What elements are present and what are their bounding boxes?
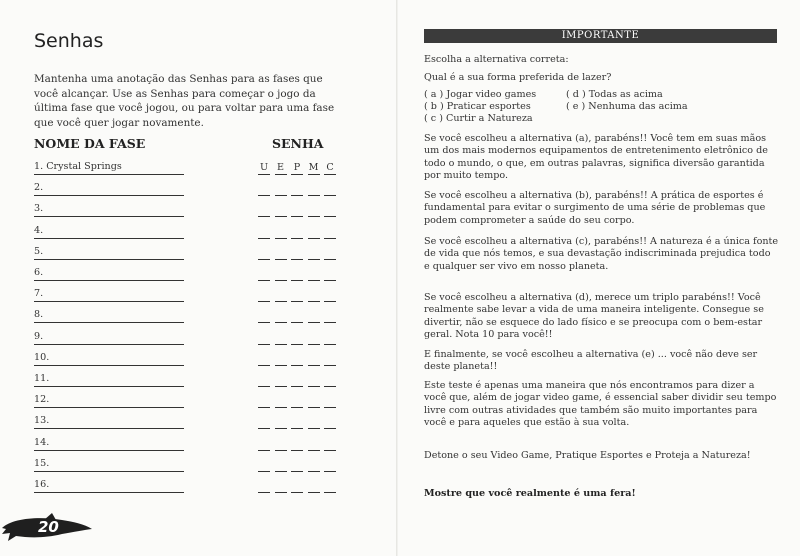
- password-char: [291, 226, 303, 239]
- stage-name-line: 12.: [34, 393, 184, 408]
- password-char: [275, 395, 287, 408]
- stage-name-line: 15.: [34, 457, 184, 472]
- answer-b-paragraph: Se você escolheu a alternativa (b), parabéns!! A prática de esportes é fundamental para evitar o surgimento de uma série de problemas que podem comprometer a saúde do seu corpo.: [424, 190, 766, 226]
- password-char: [258, 310, 270, 323]
- password-char: [324, 416, 336, 429]
- password-slots: [258, 415, 336, 429]
- password-char: C: [324, 162, 336, 175]
- stage-name-line: 7.: [34, 287, 184, 302]
- password-char: [275, 289, 287, 302]
- password-char: [308, 226, 320, 239]
- password-char: [324, 353, 336, 366]
- password-char: [308, 332, 320, 345]
- password-char: [308, 268, 320, 281]
- password-slots: [258, 394, 336, 408]
- password-char: [324, 183, 336, 196]
- password-char: [275, 268, 287, 281]
- stage-name-line: 6.: [34, 266, 184, 281]
- password-char: [324, 247, 336, 260]
- stage-name-line: 14.: [34, 436, 184, 451]
- password-char: [291, 438, 303, 451]
- password-char: [258, 459, 270, 472]
- password-char: [324, 310, 336, 323]
- password-char: [275, 416, 287, 429]
- password-char: [291, 395, 303, 408]
- stage-name-line: 3.: [34, 202, 184, 217]
- password-char: [258, 374, 270, 387]
- password-char: [291, 332, 303, 345]
- password-char: [324, 459, 336, 472]
- question-instruction: Escolha a alternativa correta:: [424, 54, 569, 65]
- answer-d-paragraph: Se você escolheu a alternativa (d), merece um triplo parabéns!! Você realmente sabe levar a vida de uma maneira inteligente. Consegue se divertir, não se esquece do lado físico e se preocupa com o bem-estar geral. Nota 10 para você!!: [424, 292, 764, 341]
- password-char: [324, 289, 336, 302]
- password-char: [275, 480, 287, 493]
- left-page: [0, 0, 398, 556]
- password-slots: [258, 225, 336, 239]
- password-char: [275, 183, 287, 196]
- password-char: [291, 289, 303, 302]
- stage-name-line: 2.: [34, 181, 184, 196]
- password-char: [324, 395, 336, 408]
- password-char: [258, 438, 270, 451]
- password-char: [258, 353, 270, 366]
- option-d: ( d ) Todas as acima: [566, 89, 663, 100]
- option-e: ( e ) Nenhuma das acima: [566, 101, 688, 112]
- password-char: [324, 332, 336, 345]
- password-char: [324, 438, 336, 451]
- password-char: [308, 438, 320, 451]
- password-char: [275, 332, 287, 345]
- stage-name-line: 4.: [34, 224, 184, 239]
- password-char: [258, 416, 270, 429]
- password-char: [258, 247, 270, 260]
- password-slots: [258, 437, 336, 451]
- password-slots: [258, 246, 336, 260]
- password-char: [308, 416, 320, 429]
- password-slots: [258, 203, 336, 217]
- password-char: [258, 395, 270, 408]
- stage-name-line: 5.: [34, 245, 184, 260]
- password-char: [308, 183, 320, 196]
- stage-name-line: 9.: [34, 330, 184, 345]
- password-char: [324, 480, 336, 493]
- test-explanation: Este teste é apenas uma maneira que nós encontramos para dizer a você que, além de jogar video game, é essencial saber dividir seu tempo livre com outras atividades que também são muito importantes para você e para aqueles que estão à sua volta.: [424, 380, 777, 429]
- password-char: [308, 289, 320, 302]
- password-char: P: [291, 162, 303, 175]
- password-slots: [258, 352, 336, 366]
- answer-a-paragraph: Se você escolheu a alternativa (a), parabéns!! Você tem em suas mãos um dos mais modernos equipamentos de entretenimento eletrônico de todo o mundo, o que, em outras palavras, significa diversão garantida por muito tempo.: [424, 133, 768, 182]
- password-char: [291, 353, 303, 366]
- password-slots: [258, 267, 336, 281]
- password-char: [324, 204, 336, 217]
- stage-name-line: 13.: [34, 414, 184, 429]
- intro-text: Mantenha uma anotação das Senhas para as fases que você alcançar. Use as Senhas para começar o jogo da última fase que você jogou, ou para voltar para uma fase que você quer jogar novamente.: [34, 73, 335, 129]
- password-char: [308, 374, 320, 387]
- password-char: [291, 459, 303, 472]
- password-char: [324, 268, 336, 281]
- answer-c-paragraph: Se você escolheu a alternativa (c), parabéns!! A natureza é a única fonte de vida que nós temos, e sua devastação indiscriminada prejudica todo e qualquer ser vivo em nosso planeta.: [424, 236, 779, 272]
- stage-name-header: NOME DA FASE: [34, 136, 146, 151]
- password-char: [308, 480, 320, 493]
- password-slots: [258, 479, 336, 493]
- password-char: [275, 310, 287, 323]
- answer-e-paragraph: E finalmente, se você escolheu a alternativa (e) ... você não deve ser deste planeta!!: [424, 349, 758, 373]
- password-char: [308, 459, 320, 472]
- password-slots: [258, 331, 336, 345]
- password-char: [308, 310, 320, 323]
- password-char: [291, 183, 303, 196]
- password-char: [275, 226, 287, 239]
- password-char: U: [259, 162, 269, 173]
- password-slots: [258, 309, 336, 323]
- password-char: [258, 289, 270, 302]
- password-slots: [258, 161, 336, 175]
- closing-line: Mostre que você realmente é uma fera!: [424, 488, 636, 499]
- password-slots: [258, 288, 336, 302]
- password-char: [275, 353, 287, 366]
- important-banner: IMPORTANTE: [424, 29, 777, 43]
- password-char: [308, 353, 320, 366]
- password-char: [258, 332, 270, 345]
- password-char: E: [275, 162, 287, 175]
- password-char: [258, 480, 270, 493]
- stage-name-line: 1. Crystal Springs: [34, 160, 184, 175]
- slogan-paragraph: Detone o seu Video Game, Pratique Esportes e Proteja a Natureza!: [424, 450, 751, 461]
- option-a: ( a ) Jogar video games: [424, 89, 537, 100]
- password-char: [275, 247, 287, 260]
- password-char: [308, 247, 320, 260]
- password-slots: [258, 458, 336, 472]
- password-char: [324, 226, 336, 239]
- password-char: [258, 204, 270, 217]
- password-char: [258, 183, 270, 196]
- question-text: Qual é a sua forma preferida de lazer?: [424, 72, 612, 83]
- password-char: [291, 416, 303, 429]
- password-char: [291, 247, 303, 260]
- page-number: 20: [38, 518, 59, 536]
- password-slots: [258, 373, 336, 387]
- stage-name-line: 8.: [34, 308, 184, 323]
- password-char: [291, 204, 303, 217]
- option-c: ( c ) Curtir a Natureza: [424, 113, 533, 124]
- password-char: M: [308, 162, 319, 173]
- right-page: [398, 0, 800, 556]
- password-char: [291, 374, 303, 387]
- password-char: [275, 438, 287, 451]
- password-header: SENHA: [272, 136, 324, 151]
- password-char: [308, 204, 320, 217]
- password-char: [291, 310, 303, 323]
- password-char: [275, 204, 287, 217]
- option-b: ( b ) Praticar esportes: [424, 101, 531, 112]
- page-title: Senhas: [34, 30, 104, 52]
- password-char: [291, 480, 303, 493]
- password-char: [258, 268, 270, 281]
- stage-name-line: 10.: [34, 351, 184, 366]
- password-char: [258, 226, 270, 239]
- password-char: [308, 395, 320, 408]
- password-slots: [258, 182, 336, 196]
- password-char: [275, 374, 287, 387]
- password-char: [291, 268, 303, 281]
- password-char: [275, 459, 287, 472]
- stage-name-line: 11.: [34, 372, 184, 387]
- stage-name-line: 16.: [34, 478, 184, 493]
- password-char: [324, 374, 336, 387]
